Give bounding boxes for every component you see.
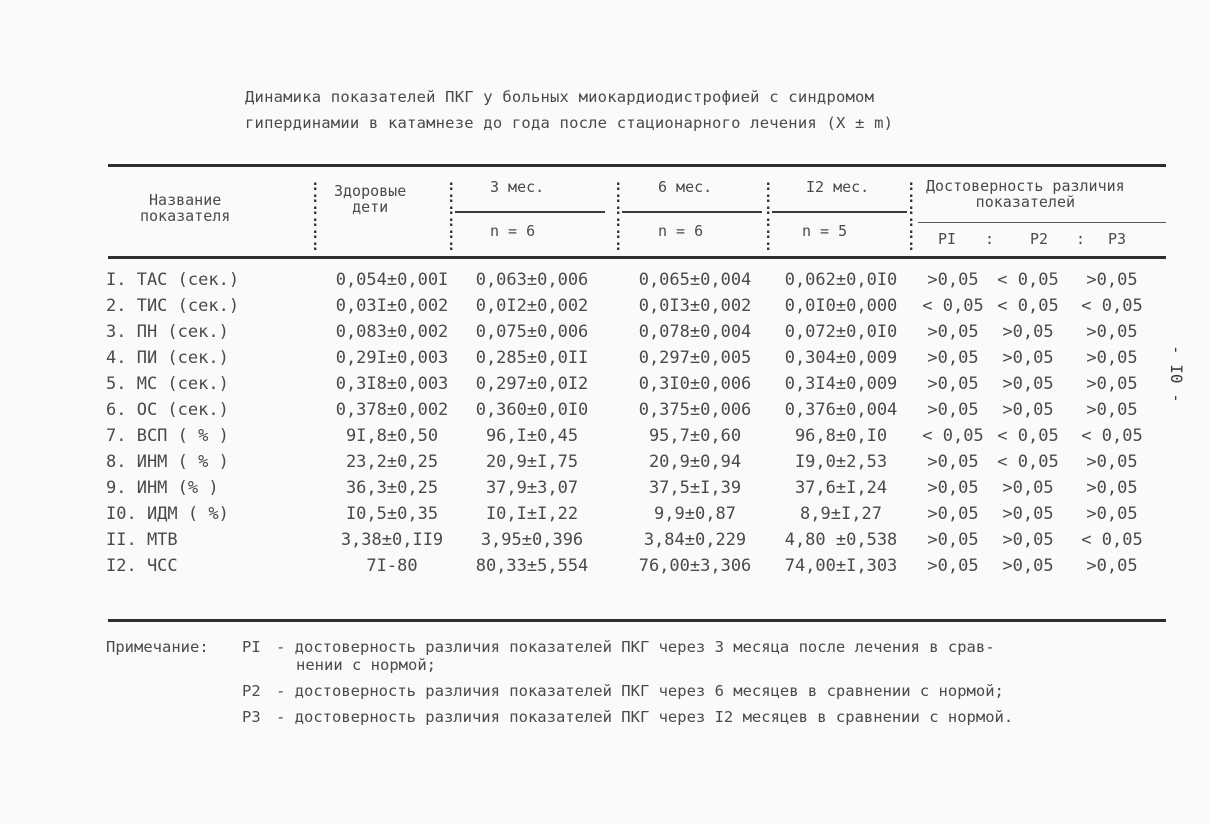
norm-value: 36,3±0,25	[345, 478, 439, 498]
norm-value: 7I-80	[366, 556, 418, 576]
norm-value: I0,5±0,35	[345, 504, 439, 524]
p2-value: >0,05	[1002, 322, 1054, 342]
norm-value: 0,3I8±0,003	[335, 374, 449, 394]
norm-value: 9I,8±0,50	[345, 426, 439, 446]
m6-value: 0,3I0±0,006	[638, 374, 752, 394]
header-m6: 6 мес.	[658, 178, 713, 196]
p1-value: >0,05	[927, 348, 979, 368]
m3-value: 20,9±I,75	[485, 452, 579, 472]
m3-value: 0,0I2±0,002	[475, 296, 589, 316]
p3-value: >0,05	[1086, 452, 1138, 472]
norm-value: 23,2±0,25	[345, 452, 439, 472]
p2-value: >0,05	[1002, 400, 1054, 420]
m3-value: 37,9±3,07	[485, 478, 579, 498]
m6-value: 0,375±0,006	[638, 400, 752, 420]
m12-value: 0,062±0,0I0	[784, 270, 898, 290]
p1-value: >0,05	[927, 478, 979, 498]
p3-value: < 0,05	[1081, 530, 1143, 550]
subheader-rule-m3	[455, 211, 605, 213]
p1-value: >0,05	[927, 530, 979, 550]
p1-value: >0,05	[927, 374, 979, 394]
m12-value: 8,9±I,27	[800, 504, 882, 524]
p1-value: >0,05	[927, 322, 979, 342]
m12-value: 0,304±0,009	[784, 348, 898, 368]
p2-value: < 0,05	[997, 426, 1059, 446]
norm-value: 3,38±0,II9	[340, 530, 444, 550]
m6-value: 0,297±0,005	[638, 348, 752, 368]
table-bottom-rule	[108, 619, 1166, 622]
p1-value: >0,05	[927, 504, 979, 524]
indicator-name: I2. ЧСС	[106, 556, 178, 576]
indicator-name: 6. ОС (сек.)	[106, 400, 229, 420]
indicator-name: 2. ТИС (сек.)	[106, 296, 240, 316]
header-m12: I2 мес.	[806, 178, 870, 196]
indicator-name: 7. ВСП ( % )	[106, 426, 229, 446]
m12-value: I9,0±2,53	[794, 452, 888, 472]
header-name-line1: Название	[149, 191, 222, 209]
subheader-rule-reliability	[918, 222, 1166, 223]
p2-value: >0,05	[1002, 504, 1054, 524]
norm-value: 0,378±0,002	[335, 400, 449, 420]
header-p3: P3	[1108, 230, 1127, 248]
header-separator: : : : : : :	[447, 178, 456, 254]
p2-value: >0,05	[1002, 348, 1054, 368]
header-n12: n = 5	[802, 222, 848, 240]
note-p1-line2: нении с нормой;	[296, 656, 436, 674]
header-separator: : : : : : :	[311, 178, 320, 254]
p1-value: < 0,05	[922, 426, 984, 446]
header-separator: : : : : : :	[764, 178, 773, 254]
m6-value: 0,0I3±0,002	[638, 296, 752, 316]
note-label: Примечание:	[106, 638, 209, 656]
norm-value: 0,29I±0,003	[335, 348, 449, 368]
header-reliability	[926, 178, 1125, 210]
subheader-rule-m12	[772, 211, 907, 213]
m3-value: 3,95±0,396	[480, 530, 584, 550]
p3-value: >0,05	[1086, 556, 1138, 576]
p3-value: < 0,05	[1081, 426, 1143, 446]
norm-value: 0,054±0,00I	[335, 270, 449, 290]
p1-value: < 0,05	[922, 296, 984, 316]
m3-value: 96,I±0,45	[485, 426, 579, 446]
p3-value: >0,05	[1086, 348, 1138, 368]
header-p-sep: :	[985, 230, 995, 248]
indicator-name: I. ТАС (сек.)	[106, 270, 240, 290]
m6-value: 9,9±0,87	[654, 504, 736, 524]
p2-value: >0,05	[1002, 374, 1054, 394]
norm-value: 0,03I±0,002	[335, 296, 449, 316]
m3-value: 0,075±0,006	[475, 322, 589, 342]
m12-value: 74,00±I,303	[784, 556, 898, 576]
indicator-name: 5. МС (сек.)	[106, 374, 229, 394]
note-p3-text: - достоверность различия показателей ПКГ через I2 месяцев в сравнении с нормой.	[276, 708, 1014, 726]
p1-value: >0,05	[927, 400, 979, 420]
m12-value: 0,0I0±0,000	[784, 296, 898, 316]
m6-value: 20,9±0,94	[648, 452, 742, 472]
header-norm-column	[334, 183, 406, 215]
p2-value: < 0,05	[997, 270, 1059, 290]
m6-value: 37,5±I,39	[648, 478, 742, 498]
m12-value: 0,072±0,0I0	[784, 322, 898, 342]
m3-value: I0,I±I,22	[485, 504, 579, 524]
p2-value: >0,05	[1002, 530, 1054, 550]
m6-value: 76,00±3,306	[638, 556, 752, 576]
note-p3-symbol: P3	[242, 708, 261, 726]
p3-value: >0,05	[1086, 374, 1138, 394]
header-name-column	[140, 192, 230, 224]
m12-value: 96,8±0,I0	[794, 426, 888, 446]
header-reliability-line2: показателей	[975, 193, 1076, 211]
m6-value: 0,078±0,004	[638, 322, 752, 342]
m12-value: 0,3I4±0,009	[784, 374, 898, 394]
p3-value: >0,05	[1086, 270, 1138, 290]
m6-value: 95,7±0,60	[648, 426, 742, 446]
p1-value: >0,05	[927, 452, 979, 472]
note-p1-symbol: PI	[242, 638, 261, 656]
m3-value: 0,297±0,0I2	[475, 374, 589, 394]
m3-value: 0,063±0,006	[475, 270, 589, 290]
note-p2-symbol: P2	[242, 682, 261, 700]
p3-value: < 0,05	[1081, 296, 1143, 316]
m12-value: 37,6±I,24	[794, 478, 888, 498]
indicator-name: 9. ИНМ (% )	[106, 478, 219, 498]
m3-value: 0,360±0,0I0	[475, 400, 589, 420]
m12-value: 0,376±0,004	[784, 400, 898, 420]
p2-value: >0,05	[1002, 478, 1054, 498]
m6-value: 0,065±0,004	[638, 270, 752, 290]
norm-value: 0,083±0,002	[335, 322, 449, 342]
title-line-1: Динамика показателей ПКГ у больных миокардиодистрофией с синдромом	[245, 88, 875, 106]
header-n3: n = 6	[490, 222, 536, 240]
p3-value: >0,05	[1086, 478, 1138, 498]
indicator-name: 3. ПН (сек.)	[106, 322, 229, 342]
table-header-rule	[108, 256, 1166, 259]
header-p2: P2	[1030, 230, 1049, 248]
header-reliability-line1: Достоверность различия	[926, 177, 1125, 195]
indicator-name: II. МТВ	[106, 530, 178, 550]
m12-value: 4,80 ±0,538	[784, 530, 898, 550]
m3-value: 0,285±0,0II	[475, 348, 589, 368]
p3-value: >0,05	[1086, 322, 1138, 342]
header-name-line2: показателя	[140, 207, 231, 225]
header-n6: n = 6	[658, 222, 704, 240]
indicator-name: 4. ПИ (сек.)	[106, 348, 229, 368]
p3-value: >0,05	[1086, 504, 1138, 524]
p3-value: >0,05	[1086, 400, 1138, 420]
note-p2-text: - достоверность различия показателей ПКГ через 6 месяцев в сравнении с нормой;	[276, 682, 1004, 700]
m3-value: 80,33±5,554	[475, 556, 589, 576]
table-title	[245, 84, 1045, 136]
p2-value: >0,05	[1002, 556, 1054, 576]
table-top-rule	[108, 164, 1166, 167]
p1-value: >0,05	[927, 270, 979, 290]
p2-value: < 0,05	[997, 452, 1059, 472]
note-p1-line1: - достоверность различия показателей ПКГ через 3 месяца после лечения в срав-	[276, 638, 995, 656]
indicator-name: 8. ИНМ ( % )	[106, 452, 229, 472]
page-number-text: - I0 -	[1167, 345, 1186, 403]
p2-value: < 0,05	[997, 296, 1059, 316]
header-separator: : : : : : :	[907, 178, 916, 254]
header-m3: 3 мес.	[490, 178, 545, 196]
title-line-2: гипердинамии в катамнезе до года после стационарного лечения (Х ± m)	[245, 114, 894, 132]
header-norm-line1: Здоровые	[334, 182, 407, 200]
header-norm-line2: дети	[352, 198, 389, 216]
header-p-sep: :	[1076, 230, 1086, 248]
m6-value: 3,84±0,229	[643, 530, 747, 550]
subheader-rule-m6	[622, 211, 762, 213]
header-separator: : : : : : :	[614, 178, 623, 254]
page-number	[1168, 345, 1190, 405]
indicator-name: I0. ИДМ ( %)	[106, 504, 229, 524]
header-p1: PI	[938, 230, 957, 248]
p1-value: >0,05	[927, 556, 979, 576]
